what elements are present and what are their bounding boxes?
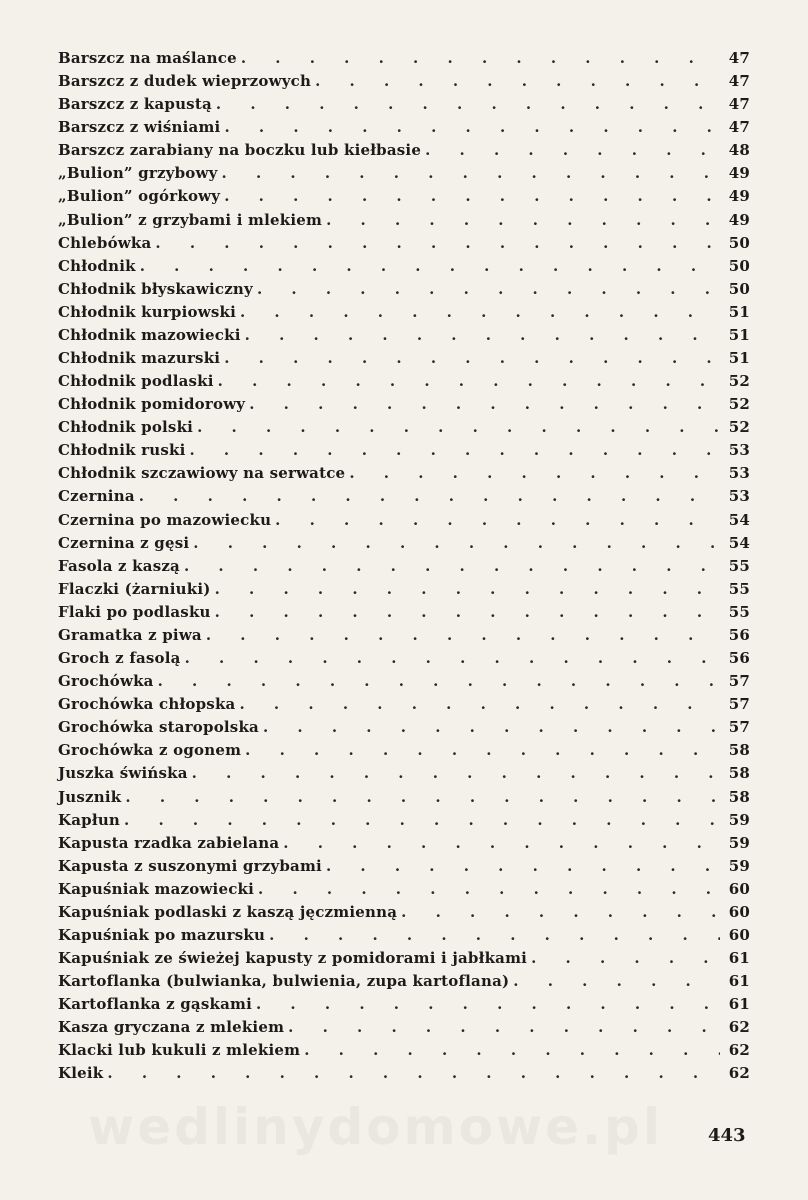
toc-entry-title: Kartoflanka z gąskami	[58, 995, 252, 1014]
toc-entry-title: Grochówka chłopska	[58, 695, 236, 714]
toc-entry-page: 61	[728, 995, 750, 1014]
dot-leader	[425, 139, 720, 162]
toc-entry-title: Kapłun	[58, 810, 121, 829]
toc-entry	[58, 855, 750, 878]
toc-entry-page: 52	[728, 418, 750, 437]
toc-entry	[58, 809, 750, 832]
toc-entry	[58, 693, 750, 716]
toc-entry-title: Barszcz z dudek wieprzowych	[58, 72, 312, 91]
toc-entry-page: 57	[728, 718, 750, 737]
dot-leader	[224, 116, 720, 139]
toc-entry-title: Barszcz zarabiany na boczku lub kiełbasie	[58, 141, 422, 160]
toc-entry	[58, 462, 750, 485]
toc-entry-page: 52	[728, 395, 750, 414]
toc-entry	[58, 116, 750, 139]
dot-leader	[192, 762, 720, 785]
toc-entry	[58, 993, 750, 1016]
toc-entry	[58, 393, 750, 416]
table-of-contents	[58, 47, 750, 1086]
dot-leader	[193, 532, 720, 555]
toc-entry-page: 51	[728, 349, 750, 368]
toc-entry-page: 49	[728, 210, 750, 229]
toc-entry-title: Kapuśniak ze świeżej kapusty z pomidorami i jabłkami	[58, 949, 528, 968]
dot-leader	[224, 185, 720, 208]
toc-entry-title: Groch z fasolą	[58, 649, 181, 668]
toc-entry	[58, 439, 750, 462]
toc-entry-title: Chłodnik błyskawiczny	[58, 279, 253, 298]
toc-entry-page: 58	[728, 764, 750, 783]
dot-leader	[315, 70, 720, 93]
dot-leader	[155, 232, 720, 255]
dot-leader	[349, 462, 720, 485]
toc-entry-title: Kartoflanka (bulwianka, bulwienia, zupa kartoflana)	[58, 972, 510, 991]
dot-leader	[269, 924, 720, 947]
dot-leader	[326, 209, 720, 232]
toc-entry	[58, 370, 750, 393]
dot-leader	[197, 416, 720, 439]
toc-entry	[58, 716, 750, 739]
toc-entry-page: 53	[728, 464, 750, 483]
toc-entry-page: 58	[728, 787, 750, 806]
toc-entry-title: Kapusta z suszonymi grzybami	[58, 856, 322, 875]
dot-leader	[283, 832, 720, 855]
toc-entry	[58, 924, 750, 947]
toc-entry-page: 54	[728, 510, 750, 529]
dot-leader	[158, 670, 720, 693]
toc-entry-page: 48	[728, 141, 750, 160]
toc-entry-page: 49	[728, 187, 750, 206]
toc-entry-page: 54	[728, 533, 750, 552]
toc-entry-title: Barszcz z kapustą	[58, 95, 212, 114]
dot-leader	[288, 1016, 720, 1039]
toc-entry-page: 60	[728, 902, 750, 921]
toc-entry	[58, 947, 750, 970]
toc-entry	[58, 532, 750, 555]
toc-entry	[58, 485, 750, 508]
toc-entry-title: Gramatka z piwa	[58, 625, 202, 644]
toc-entry-title: Kasza gryczana z mlekiem	[58, 1018, 285, 1037]
toc-entry-page: 55	[728, 556, 750, 575]
toc-entry-title: Fasola z kaszą	[58, 556, 180, 575]
dot-leader	[224, 347, 720, 370]
toc-entry-title: Czernina	[58, 487, 135, 506]
toc-entry-page: 53	[728, 487, 750, 506]
toc-entry-title: Chłodnik polski	[58, 418, 194, 437]
toc-entry-page: 57	[728, 695, 750, 714]
dot-leader	[125, 786, 720, 809]
toc-entry	[58, 1062, 750, 1085]
toc-entry-page: 51	[728, 325, 750, 344]
dot-leader	[258, 878, 720, 901]
toc-entry-page: 53	[728, 441, 750, 460]
toc-entry-title: Chlebówka	[58, 233, 152, 252]
dot-leader	[215, 578, 720, 601]
dot-leader	[263, 716, 720, 739]
dot-leader	[185, 647, 720, 670]
toc-entry-page: 62	[728, 1018, 750, 1037]
toc-entry	[58, 255, 750, 278]
toc-entry-page: 56	[728, 649, 750, 668]
toc-entry-page: 47	[728, 49, 750, 67]
toc-entry	[58, 232, 750, 255]
toc-entry	[58, 1039, 750, 1062]
dot-leader	[401, 901, 720, 924]
toc-entry-title: Grochówka z ogonem	[58, 741, 242, 760]
toc-entry-page: 62	[728, 1064, 750, 1083]
toc-entry	[58, 670, 750, 693]
toc-entry-title: Kleik	[58, 1064, 104, 1083]
dot-leader	[275, 509, 720, 532]
toc-entry-page: 50	[728, 256, 750, 275]
toc-entry-title: Chłodnik kurpiowski	[58, 302, 236, 321]
toc-entry-title: Kapuśniak po mazursku	[58, 925, 266, 944]
toc-entry	[58, 878, 750, 901]
toc-entry-title: Chłodnik mazowiecki	[58, 325, 241, 344]
dot-leader	[189, 439, 720, 462]
toc-entry-page: 59	[728, 833, 750, 852]
toc-entry-page: 55	[728, 579, 750, 598]
toc-entry-title: Klacki lub kukuli z mlekiem	[58, 1041, 301, 1060]
toc-entry	[58, 347, 750, 370]
toc-entry-title: „Bulion” z grzybami i mlekiem	[58, 210, 323, 229]
toc-entry	[58, 601, 750, 624]
toc-entry-page: 47	[728, 72, 750, 91]
toc-entry	[58, 185, 750, 208]
dot-leader	[257, 278, 720, 301]
toc-entry	[58, 47, 750, 70]
dot-leader	[245, 324, 720, 347]
toc-entry-title: Kapusta rzadka zabielana	[58, 833, 280, 852]
dot-leader	[249, 393, 720, 416]
toc-entry-page: 50	[728, 279, 750, 298]
toc-entry-title: Flaki po podlasku	[58, 602, 211, 621]
toc-entry	[58, 647, 750, 670]
toc-entry	[58, 139, 750, 162]
dot-leader	[531, 947, 720, 970]
toc-entry-title: Chłodnik	[58, 256, 136, 275]
toc-entry-page: 60	[728, 879, 750, 898]
toc-entry	[58, 162, 750, 185]
toc-entry-title: Barszcz z wiśniami	[58, 118, 221, 137]
dot-leader	[513, 970, 720, 993]
toc-entry-title: Chłodnik mazurski	[58, 349, 221, 368]
toc-entry	[58, 209, 750, 232]
toc-entry	[58, 901, 750, 924]
dot-leader	[140, 255, 720, 278]
toc-entry	[58, 832, 750, 855]
toc-entry	[58, 762, 750, 785]
toc-entry	[58, 786, 750, 809]
dot-leader	[245, 739, 720, 762]
dot-leader	[256, 993, 720, 1016]
toc-entry-title: „Bulion” ogórkowy	[58, 187, 221, 206]
toc-entry	[58, 509, 750, 532]
toc-entry-page: 50	[728, 233, 750, 252]
dot-leader	[206, 624, 720, 647]
toc-entry-title: Juszka świńska	[58, 764, 188, 783]
toc-entry-page: 47	[728, 95, 750, 114]
toc-entry-page: 47	[728, 118, 750, 137]
dot-leader	[139, 485, 720, 508]
toc-entry-title: Grochówka staropolska	[58, 718, 259, 737]
toc-entry	[58, 93, 750, 116]
toc-entry-page: 55	[728, 602, 750, 621]
toc-entry-title: Kapuśniak mazowiecki	[58, 879, 255, 898]
toc-entry	[58, 70, 750, 93]
dot-leader	[124, 809, 720, 832]
toc-entry-title: Barszcz na maślance	[58, 49, 237, 67]
dot-leader	[241, 47, 720, 70]
toc-entry	[58, 1016, 750, 1039]
toc-entry	[58, 555, 750, 578]
toc-entry	[58, 278, 750, 301]
toc-entry-page: 59	[728, 856, 750, 875]
toc-entry-page: 58	[728, 741, 750, 760]
toc-entry-page: 52	[728, 372, 750, 391]
toc-entry-title: Kapuśniak podlaski z kaszą jęczmienną	[58, 902, 398, 921]
dot-leader	[239, 693, 720, 716]
toc-entry	[58, 624, 750, 647]
toc-entry	[58, 324, 750, 347]
toc-entry-title: Czernina z gęsi	[58, 533, 190, 552]
watermark: wedlinydomowe.pl	[88, 1098, 663, 1156]
toc-entry-page: 61	[728, 949, 750, 968]
toc-entry	[58, 970, 750, 993]
toc-entry-title: Chłodnik szczawiowy na serwatce	[58, 464, 346, 483]
toc-entry-page: 51	[728, 302, 750, 321]
toc-entry	[58, 416, 750, 439]
toc-entry-page: 62	[728, 1041, 750, 1060]
toc-entry-title: „Bulion” grzybowy	[58, 164, 218, 183]
dot-leader	[240, 301, 720, 324]
toc-entry-title: Czernina po mazowiecku	[58, 510, 272, 529]
page-number: 443	[708, 1125, 746, 1146]
dot-leader	[107, 1062, 720, 1085]
toc-entry-title: Chłodnik podlaski	[58, 372, 214, 391]
toc-entry-page: 60	[728, 925, 750, 944]
toc-entry-title: Jusznik	[58, 787, 122, 806]
dot-leader	[184, 555, 720, 578]
toc-entry-title: Grochówka	[58, 672, 154, 691]
dot-leader	[326, 855, 720, 878]
dot-leader	[222, 162, 720, 185]
toc-entry	[58, 739, 750, 762]
toc-entry-page: 59	[728, 810, 750, 829]
dot-leader	[218, 370, 720, 393]
toc-entry-page: 57	[728, 672, 750, 691]
dot-leader	[304, 1039, 720, 1062]
dot-leader	[216, 93, 720, 116]
toc-entry	[58, 301, 750, 324]
toc-entry-title: Chłodnik ruski	[58, 441, 186, 460]
toc-entry-page: 49	[728, 164, 750, 183]
toc-entry-title: Chłodnik pomidorowy	[58, 395, 246, 414]
toc-entry-page: 56	[728, 625, 750, 644]
dot-leader	[215, 601, 720, 624]
toc-entry-page: 61	[728, 972, 750, 991]
toc-entry	[58, 578, 750, 601]
toc-entry-title: Flaczki (żarniuki)	[58, 579, 211, 598]
